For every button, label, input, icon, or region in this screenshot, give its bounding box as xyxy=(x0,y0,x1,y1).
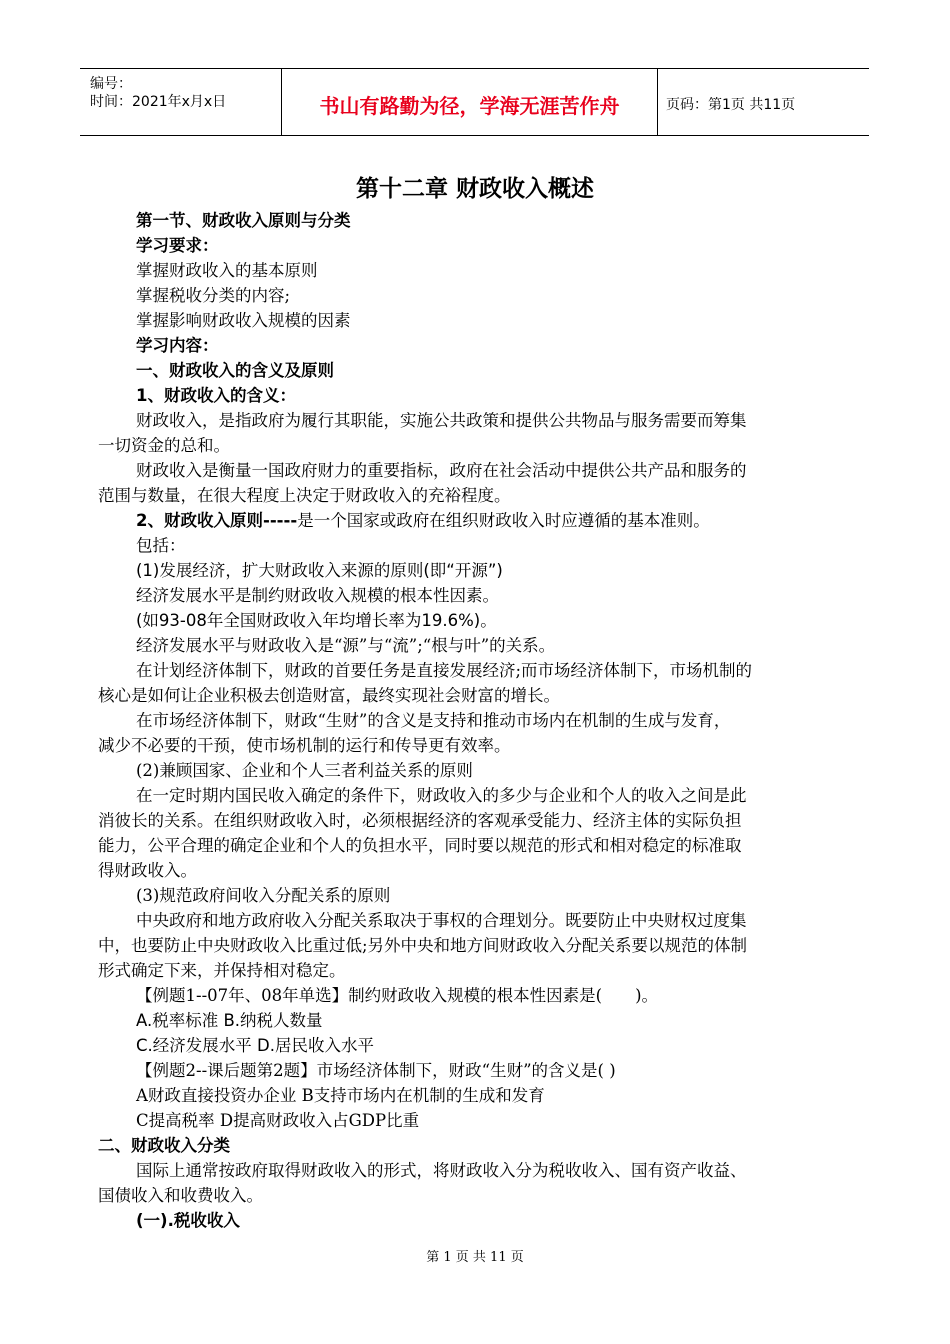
chapter-title: 第十二章 财政收入概述 xyxy=(355,176,594,202)
example-options: C.经济发展水平 D.居民收入水平 xyxy=(136,1036,374,1055)
section-heading: 二、财政收入分类 xyxy=(98,1136,230,1155)
subheading: 一、财政收入的含义及原则 xyxy=(136,361,334,380)
paragraph-line: (2)兼顾国家、企业和个人三者利益关系的原则 xyxy=(136,761,473,780)
example-question: 【例题2--课后题第2题】市场经济体制下，财政“生财”的含义是( ) xyxy=(136,1061,616,1080)
paragraph-line: 消彼长的关系。在组织财政收入时，必须根据经济的客观承受能力、经济主体的实际负担 xyxy=(98,811,742,830)
example-options: C提高税率 D提高财政收入占GDP比重 xyxy=(136,1111,420,1130)
list-item: 掌握税收分类的内容; xyxy=(136,286,291,305)
paragraph-line: 在计划经济体制下，财政的首要任务是直接发展经济;而市场经济体制下，市场机制的 xyxy=(136,661,753,680)
subheading: (一).税收收入 xyxy=(136,1211,240,1230)
paragraph-line: 财政收入是衡量一国政府财力的重要指标，政府在社会活动中提供公共产品和服务的 xyxy=(136,461,747,480)
list-item: 掌握财政收入的基本原则 xyxy=(136,261,318,280)
paragraph-line: 减少不必要的干预，使市场机制的运行和传导更有效率。 xyxy=(98,736,511,755)
paragraph-line: 包括： xyxy=(136,536,186,555)
paragraph-line: 财政收入，是指政府为履行其职能，实施公共政策和提供公共物品与服务需要而筹集 xyxy=(136,411,747,430)
page-footer: 第 1 页 共 11 页 xyxy=(426,1250,524,1265)
paragraph-line xyxy=(98,508,850,533)
example-question: 【例题1--07年、08年单选】制约财政收入规模的根本性因素是( )。 xyxy=(136,986,659,1005)
paragraph-line: 经济发展水平与财政收入是“源”与“流”;“根与叶”的关系。 xyxy=(136,636,556,655)
paragraph-line: (如93-08年全国财政收入年均增长率为19.6%)。 xyxy=(136,611,497,630)
subheading: 学习要求： xyxy=(136,236,219,255)
header-table xyxy=(80,68,869,136)
header-page-cell xyxy=(658,69,869,135)
paragraph-line: 经济发展水平是制约财政收入规模的根本性因素。 xyxy=(136,586,499,605)
header-motto-cell xyxy=(282,69,658,135)
subheading: 学习内容： xyxy=(136,336,219,355)
section-heading: 第一节、财政收入原则与分类 xyxy=(136,211,351,230)
header-info-cell xyxy=(80,69,282,135)
subheading: 1、财政收入的含义： xyxy=(136,386,296,405)
paragraph-line: 形式确定下来，并保持相对稳定。 xyxy=(98,961,346,980)
document-body xyxy=(98,208,850,1233)
paragraph-line: 得财政收入。 xyxy=(98,861,197,880)
paragraph-line: 核心是如何让企业积极去创造财富，最终实现社会财富的增长。 xyxy=(98,686,560,705)
paragraph-line: 中央政府和地方政府收入分配关系取决于事权的合理划分。既要防止中央财权过度集 xyxy=(136,911,747,930)
principle-definition: 是一个国家或政府在组织财政收入时应遵循的基本准则。 xyxy=(297,511,710,530)
example-options: A.税率标准 B.纳税人数量 xyxy=(136,1011,323,1030)
page-label: 页码：第1页 共11页 xyxy=(666,97,796,113)
paragraph-line: 中，也要防止中央财政收入比重过低;另外中央和地方间财政收入分配关系要以规范的体制 xyxy=(98,936,748,955)
paragraph-line: 国际上通常按政府取得财政收入的形式，将财政收入分为税收收入、国有资产收益、 xyxy=(136,1161,747,1180)
motto: 书山有路勤为径，学海无涯苦作舟 xyxy=(319,93,620,118)
example-options: A财政直接投资办企业 B支持市场内在机制的生成和发育 xyxy=(136,1086,545,1105)
paragraph-line: 范围与数量，在很大程度上决定于财政收入的充裕程度。 xyxy=(98,486,511,505)
principle-heading: 2、财政收入原则----- xyxy=(136,511,298,530)
paragraph-line: (3)规范政府间收入分配关系的原则 xyxy=(136,886,391,905)
time-label: 时间：2021年x月x日 xyxy=(90,94,227,110)
number-label: 编号： xyxy=(90,76,132,92)
list-item: 掌握影响财政收入规模的因素 xyxy=(136,311,351,330)
paragraph-line: 能力，公平合理的确定企业和个人的负担水平，同时要以规范的形式和相对稳定的标准取 xyxy=(98,836,742,855)
paragraph-line: 在市场经济体制下，财政“生财”的含义是支持和推动市场内在机制的生成与发育， xyxy=(136,711,731,730)
paragraph-line: 国债收入和收费收入。 xyxy=(98,1186,263,1205)
paragraph-line: (1)发展经济，扩大财政收入来源的原则(即“开源”) xyxy=(136,561,503,580)
paragraph-line: 一切资金的总和。 xyxy=(98,436,230,455)
paragraph-line: 在一定时期内国民收入确定的条件下，财政收入的多少与企业和个人的收入之间是此 xyxy=(136,786,747,805)
